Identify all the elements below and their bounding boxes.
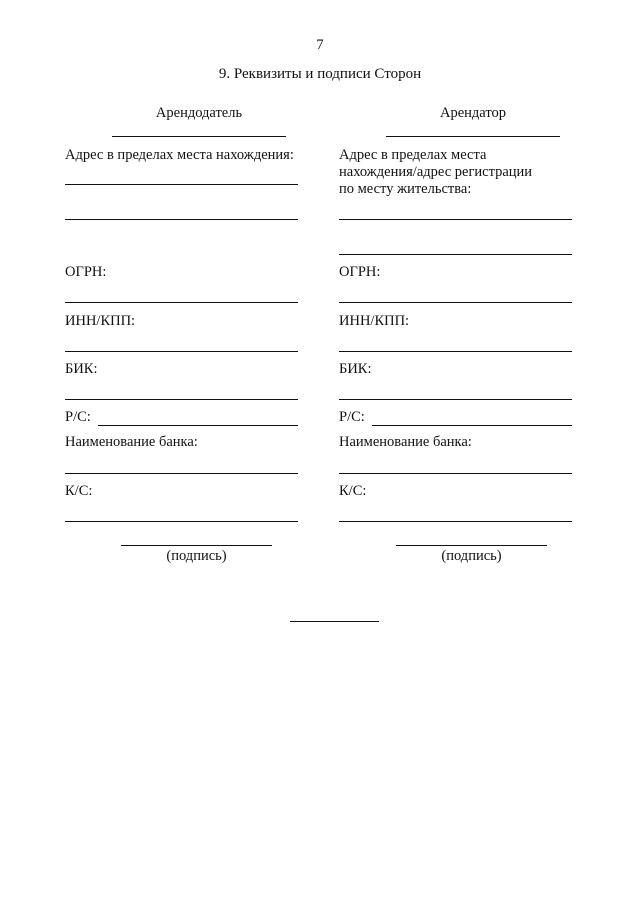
- lessee-address-label-2: нахождения/адрес регистрации: [339, 164, 533, 180]
- page-number: 7: [316, 37, 324, 53]
- section-title: 9. Реквизиты и подписи Сторон: [218, 66, 422, 82]
- lessee-ks-line: [339, 521, 572, 522]
- lessor-bik-line: [65, 399, 298, 400]
- lessee-address-line-2: [339, 254, 572, 255]
- lessor-heading: Арендодатель: [155, 105, 243, 121]
- lessor-bank-label: Наименование банка:: [65, 434, 198, 450]
- lessor-signature-label: (подпись): [166, 548, 227, 564]
- lessee-bik-line: [339, 399, 572, 400]
- lessor-bank-line: [65, 473, 298, 474]
- lessor-ks-label: К/С:: [65, 483, 93, 499]
- lessor-address-line-1: [65, 184, 298, 185]
- lessee-rs-line: [372, 425, 572, 426]
- lessor-rs-label: Р/С:: [65, 409, 91, 425]
- lessee-bank-line: [339, 473, 572, 474]
- lessee-name-line: [386, 136, 560, 137]
- lessee-address-line-1: [339, 219, 572, 220]
- lessee-inn-kpp-label: ИНН/КПП:: [339, 313, 410, 329]
- lessor-address-label: Адрес в пределах места нахождения:: [65, 147, 294, 163]
- lessor-bik-label: БИК:: [65, 361, 98, 377]
- closing-divider: [290, 621, 379, 622]
- lessee-bank-label: Наименование банка:: [339, 434, 472, 450]
- lessee-inn-kpp-line: [339, 351, 572, 352]
- lessee-address-label-3: по месту жительства:: [339, 181, 472, 197]
- lessor-ogrn-label: ОГРН:: [65, 264, 107, 280]
- lessee-ogrn-label: ОГРН:: [339, 264, 381, 280]
- lessee-rs-label: Р/С:: [339, 409, 365, 425]
- lessor-ks-line: [65, 521, 298, 522]
- lessor-rs-line: [98, 425, 298, 426]
- lessor-signature-line: [121, 545, 272, 546]
- lessee-address-label-1: Адрес в пределах места: [339, 147, 487, 163]
- lessee-ks-label: К/С:: [339, 483, 367, 499]
- lessee-signature-line: [396, 545, 547, 546]
- lessor-inn-kpp-label: ИНН/КПП:: [65, 313, 136, 329]
- lessee-bik-label: БИК:: [339, 361, 372, 377]
- lessee-signature-label: (подпись): [441, 548, 502, 564]
- lessor-ogrn-line: [65, 302, 298, 303]
- lessor-inn-kpp-line: [65, 351, 298, 352]
- lessor-address-line-2: [65, 219, 298, 220]
- lessee-heading: Арендатор: [439, 105, 506, 121]
- lessee-ogrn-line: [339, 302, 572, 303]
- lessor-name-line: [112, 136, 286, 137]
